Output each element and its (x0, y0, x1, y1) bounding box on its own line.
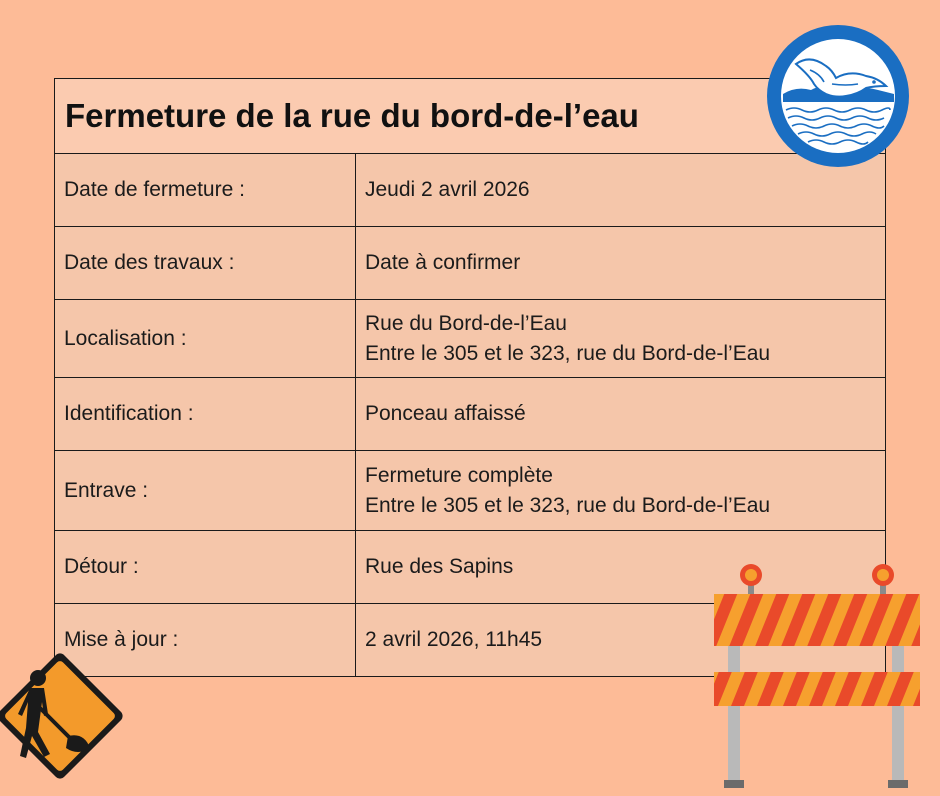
row-value (356, 227, 885, 299)
row-label: Localisation : (55, 300, 356, 377)
table-row (55, 451, 885, 531)
value-line: Date à confirmer (365, 251, 521, 274)
notice-title: Fermeture de la rue du bord-de-l’eau (55, 79, 885, 154)
value-line: Ponceau affaissé (365, 402, 526, 425)
table-row (55, 154, 885, 227)
row-label: Mise à jour : (55, 604, 356, 676)
road-work-sign-icon (0, 636, 140, 796)
value-line: Rue du Bord-de-l’Eau (365, 311, 567, 335)
row-label: Date de fermeture : (55, 154, 356, 226)
value-line: 2 avril 2026, 11h45 (365, 628, 543, 651)
seagull-over-water-logo (766, 24, 910, 168)
table-row (55, 300, 885, 378)
row-label: Détour : (55, 531, 356, 603)
row-value (356, 451, 885, 530)
row-label: Identification : (55, 378, 356, 450)
road-barricade-icon (712, 560, 922, 788)
value-line: Entre le 305 et le 323, rue du Bord-de-l’Eau (365, 493, 771, 517)
row-label: Date des travaux : (55, 227, 356, 299)
value-line: Rue des Sapins (365, 555, 514, 578)
value-line: Entre le 305 et le 323, rue du Bord-de-l’Eau (365, 341, 771, 365)
row-value (356, 300, 885, 377)
table-row (55, 227, 885, 300)
table-row (55, 378, 885, 451)
row-value (356, 378, 885, 450)
value-line: Fermeture complète (365, 463, 553, 487)
row-label: Entrave : (55, 451, 356, 530)
value-line: Jeudi 2 avril 2026 (365, 178, 530, 201)
